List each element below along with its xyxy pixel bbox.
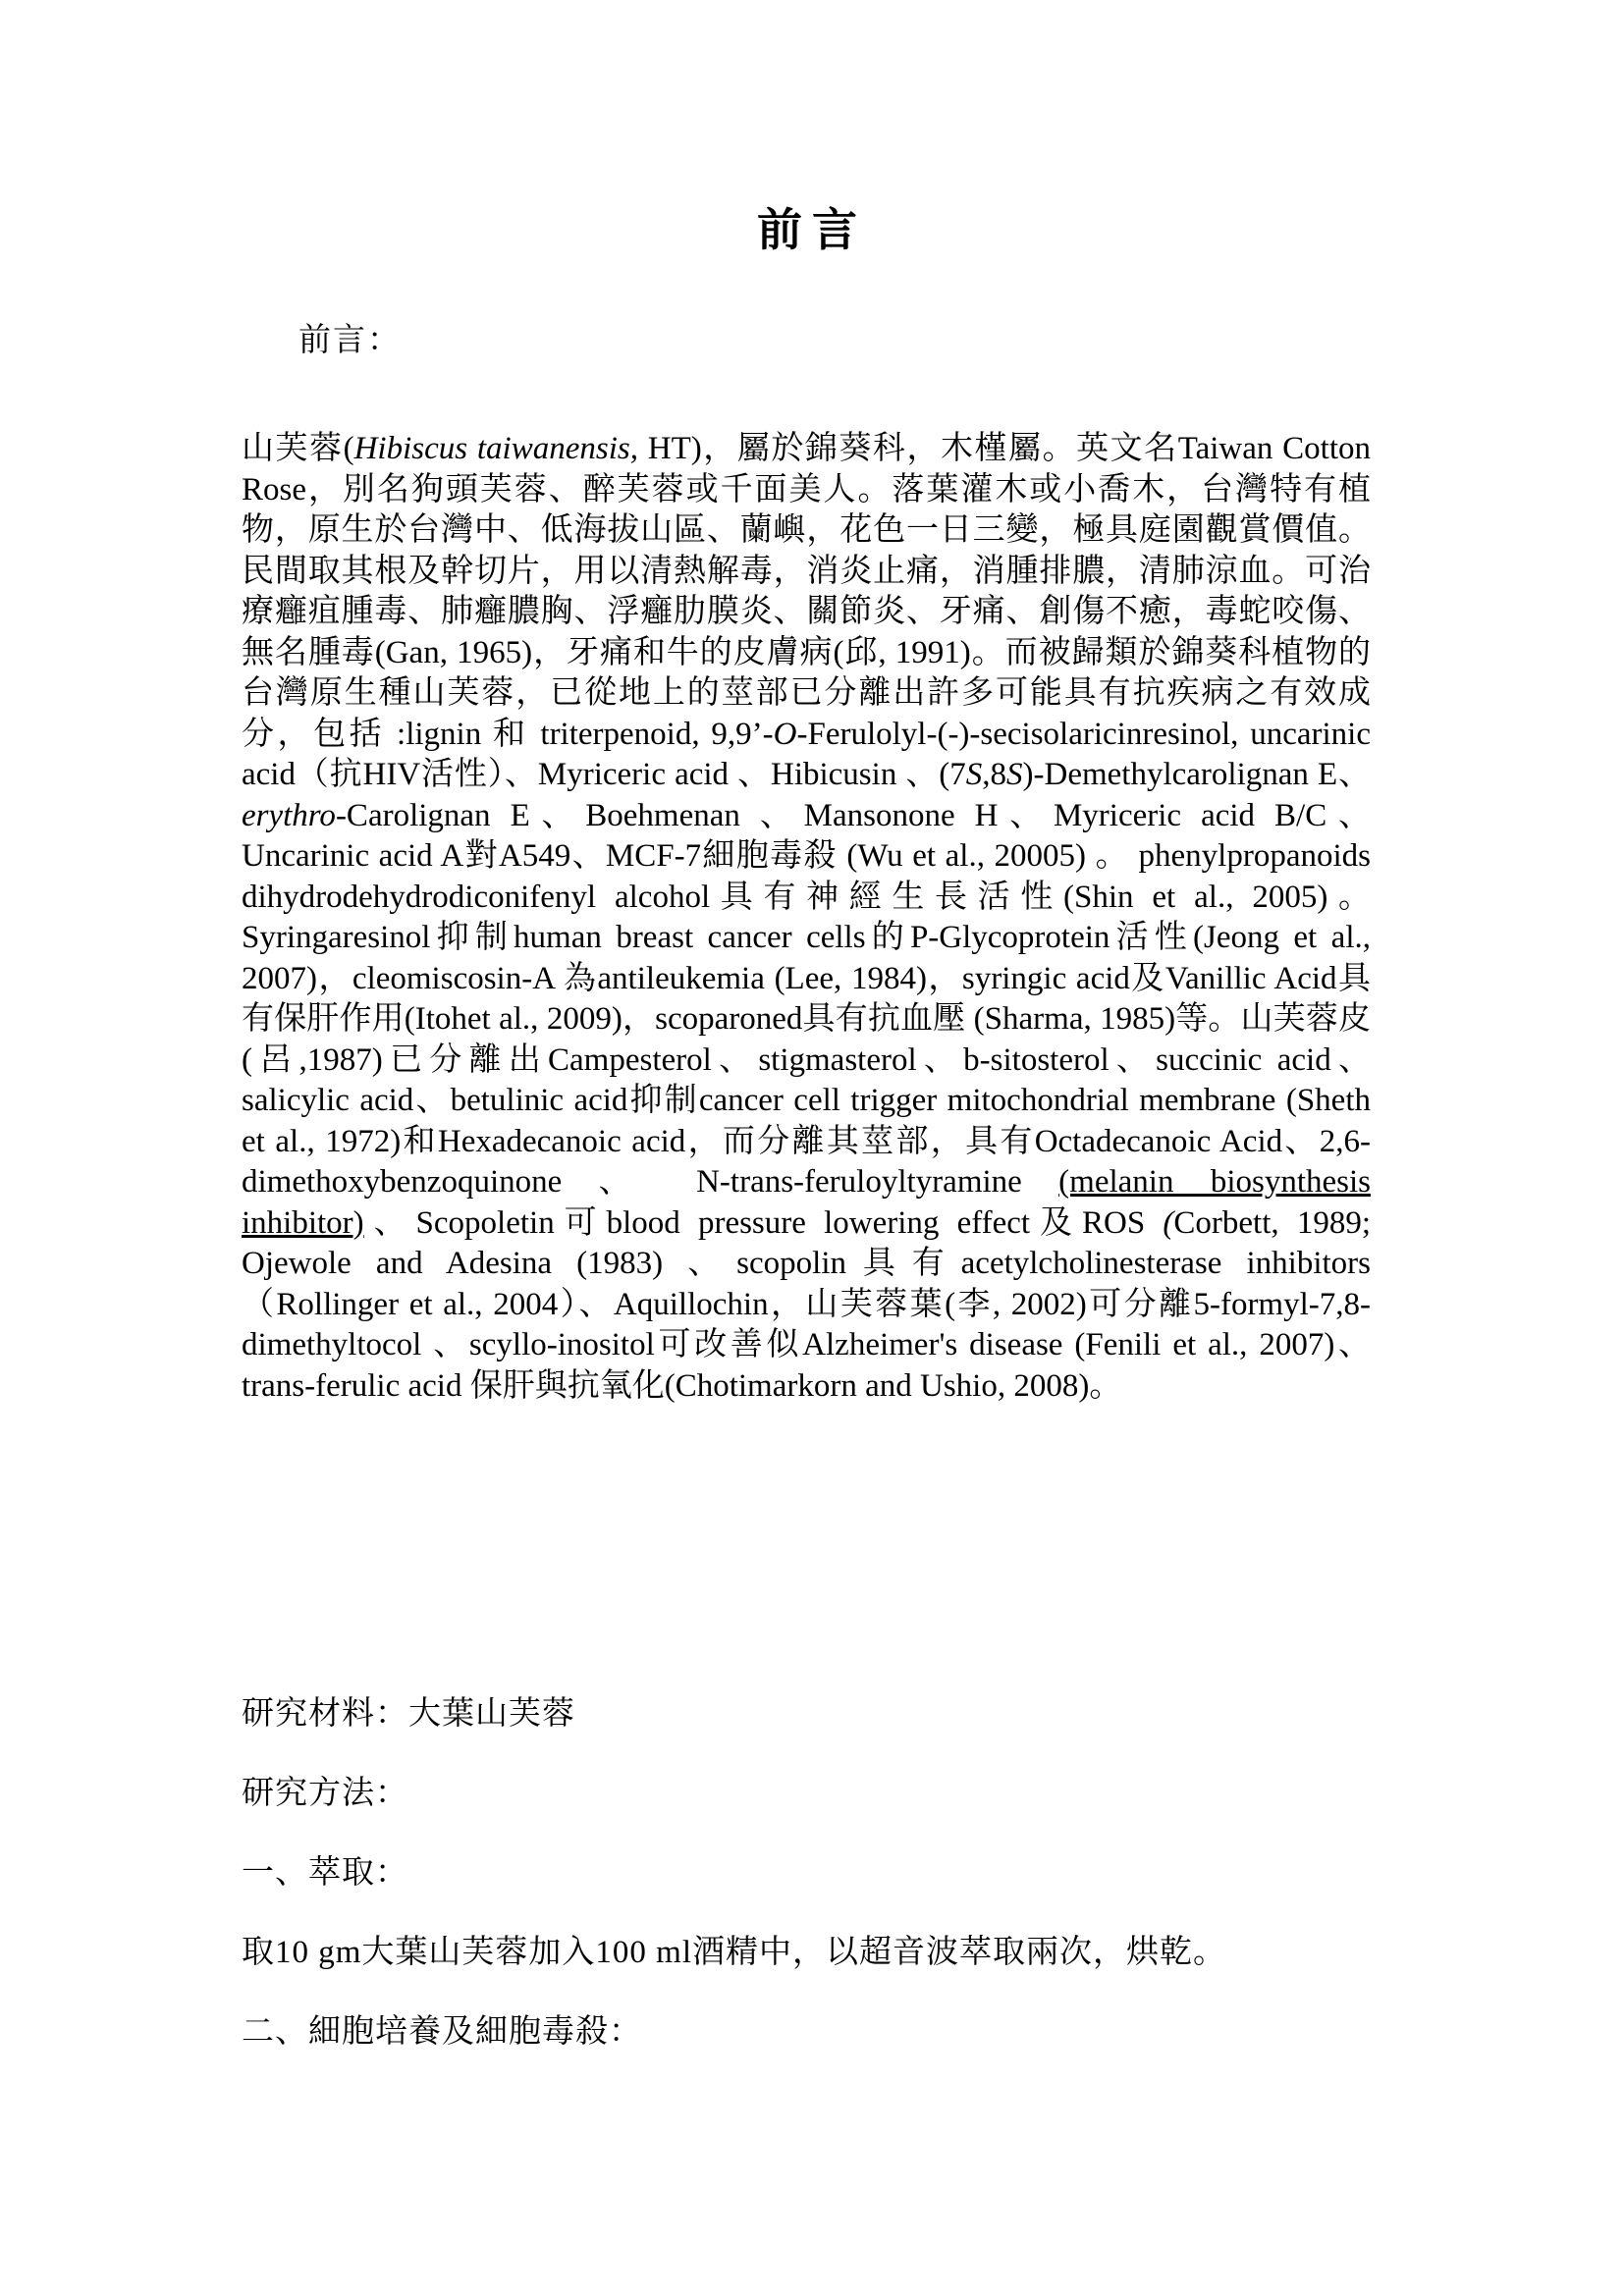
intro-text-run: HT)，屬於錦葵科，木槿屬。英文名Taiwan Cotton Rose，別名狗頭芙蓉、醉芙蓉或千面美人。落葉灌木或小喬木，台灣特有植物，原生於台灣中、低海拔山區、蘭嶼，花色一日三變，極具庭園觀賞價值。民間取其根及幹切片，用以清熱解毒，消炎止痛，消腫排膿，清肺涼血。可治療癰疽腫毒、肺癰膿胸、浮癰肋膜炎、關節炎、牙痛、創傷不癒，毒蛇咬傷、無名腫毒(Gan, 1965)，牙痛和牛的皮膚病(邱, 1991)。而被歸類於錦葵科植物的台灣原生種山芙蓉，已從地上的莖部已分離出許多可能具有抗疾病之有效成分，包括 :lignin 和 triterpenoid, 9,9’- <box>242 431 1371 752</box>
step-1-body: 取10 gm大葉山芙蓉加入100 ml酒精中，以超音波萃取兩次，烘乾。 <box>242 1935 1227 1970</box>
research-method-line: 研究方法： <box>242 1776 408 1811</box>
intro-paragraph <box>242 429 1371 1407</box>
melanin-inhibitor-underlined: (melanin biosynthesis inhibitor) <box>242 1164 1371 1241</box>
intro-section-label: 前言： <box>298 323 402 358</box>
step-1-heading: 一、萃取： <box>242 1855 408 1891</box>
research-material-line: 研究材料：大葉山芙蓉 <box>242 1696 575 1732</box>
intro-text-run: -Ferulolyl-(-)-secisolaricinresinol, uncarinic acid（抗HIV活性）、Myriceric acid 、Hibicusin 、(7 <box>242 716 1371 792</box>
intro-text-run-italic: ( <box>1163 1204 1174 1241</box>
intro-text-run: 、Scopoletin可blood pressure lowering effect及ROS <box>363 1204 1164 1241</box>
species-name-italic: Hibiscus taiwanensis, <box>353 431 638 466</box>
intro-text-run: )-Demethylcarolignan E、 <box>1022 757 1371 792</box>
page-title: 前言 <box>757 205 867 255</box>
intro-text-run: Corbett, 1989; Ojewole and Adesina (1983) 、scopolin具有acetylcholinesterase inhibitors（Rollinger et al., 2004）、Aquillochin，山芙蓉葉(李, 2002)可分離5-formyl-7,8-dimethyltocol 、scyllo-inositol可改善似Alzheimer's disease (Fenili et al., 2007)、trans-ferulic acid 保肝與抗氧化(Chotimarkorn and Ushio, 2008)。 <box>242 1204 1371 1404</box>
intro-text-run-italic: O <box>773 716 797 752</box>
intro-text-run-italic: S <box>1006 757 1023 792</box>
intro-text-run: -Carolignan E、Boehmenan 、Mansonone H、Myriceric acid B/C、Uncarinic acid A對A549、MCF-7細胞毒殺 (Wu et al., 20005) 。 phenylpropanoids dihydrodehydrodiconifenyl alcohol具有神經生長活性(Shin et al., 2005)。Syringaresinol抑制human breast cancer cells的P-Glycoprotein活性(Jeong et al., 2007)，cleomiscosin-A 為antileukemia (Lee, 1984)，syringic acid及Vanillic Acid具有保肝作用(Itohet al., 2009)，scoparoned具有抗血壓 (Sharma, 1985)等。山芙蓉皮(呂,1987)已分離出Campesterol、stigmasterol、b-sitosterol、succinic acid、salicylic acid、betulinic acid抑制cancer cell trigger mitochondrial membrane (Sheth et al., 1972)和Hexadecanoic acid，而分離其莖部，具有Octadecanoic Acid、2,6-dimethoxybenzoquinone 、 N-trans-feruloyltyramine <box>242 797 1371 1200</box>
intro-text-run-italic: erythro <box>242 797 336 833</box>
intro-text-run: ,8 <box>982 757 1007 792</box>
step-2-heading: 二、細胞培養及細胞毒殺： <box>242 2014 642 2050</box>
intro-text-run: 山芙蓉( <box>242 431 354 466</box>
methods-block <box>242 1694 1371 2092</box>
intro-text-run-italic: S <box>965 757 983 792</box>
